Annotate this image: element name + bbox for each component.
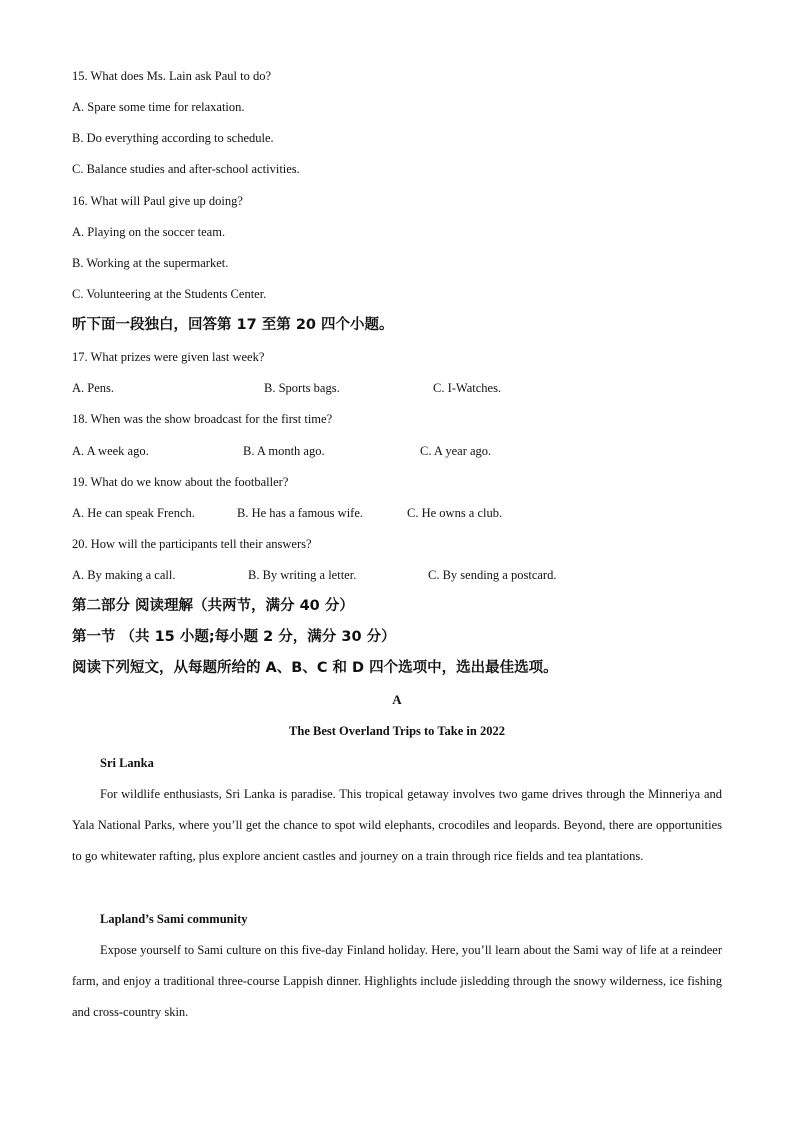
lapland-paragraph: Expose yourself to Sami culture on this five-day Finland holiday. Here, you’ll learn about the Sami way of life at a reindeer farm, and enjoy a traditional three-course Lappish dinner. Highlights include jisledding through the snowy wilderness, ice fishing and cross-country skin. <box>72 943 722 1019</box>
reading-instruction: 阅读下列短文，从每题所给的 A、B、C 和 D 四个选项中，选出最佳选项。 <box>72 660 558 676</box>
q19-option-c: C. He owns a club. <box>407 506 503 520</box>
passage-letter: A <box>392 692 402 707</box>
q20-option-b: B. By writing a letter. <box>248 568 357 582</box>
q18-option-a: A. A week ago. <box>72 444 149 458</box>
lapland-heading: Lapland’s Sami community <box>100 912 248 926</box>
q15-option-a: A. Spare some time for relaxation. <box>72 100 245 114</box>
q19-option-a: A. He can speak French. <box>72 506 195 520</box>
q20-stem: 20. How will the participants tell their answers? <box>72 537 312 551</box>
q19-stem: 19. What do we know about the footballer? <box>72 475 289 489</box>
q16-option-b: B. Working at the supermarket. <box>72 256 229 270</box>
q19-option-b: B. He has a famous wife. <box>237 506 364 520</box>
passage-title: The Best Overland Trips to Take in 2022 <box>289 724 505 738</box>
section1-heading: 第一节 （共 15 小题;每小题 2 分，满分 30 分） <box>72 629 396 645</box>
q18-option-b: B. A month ago. <box>243 444 325 458</box>
q17-option-c: C. I-Watches. <box>433 381 502 395</box>
part2-heading: 第二部分 阅读理解（共两节，满分 40 分） <box>72 598 354 614</box>
q20-option-c: C. By sending a postcard. <box>428 568 557 582</box>
q15-option-c: C. Balance studies and after-school activities. <box>72 162 300 176</box>
q18-stem: 18. When was the show broadcast for the first time? <box>72 412 333 426</box>
sri-lanka-heading: Sri Lanka <box>100 756 154 770</box>
q16-option-c: C. Volunteering at the Students Center. <box>72 287 267 301</box>
q15-option-b: B. Do everything according to schedule. <box>72 131 274 145</box>
q16-option-a: A. Playing on the soccer team. <box>72 225 226 239</box>
q17-option-a: A. Pens. <box>72 381 115 395</box>
q16-stem: 16. What will Paul give up doing? <box>72 194 243 208</box>
q18-option-c: C. A year ago. <box>420 444 492 458</box>
q20-option-a: A. By making a call. <box>72 568 176 582</box>
q17-option-b: B. Sports bags. <box>264 381 340 395</box>
sri-lanka-paragraph: For wildlife enthusiasts, Sri Lanka is paradise. This tropical getaway involves two game drives through the Minneriya and Yala National Parks, where you’ll get the chance to spot wild elephants, crocodiles and leopards. Beyond, there are opportunities to go whitewater rafting, plus explore ancient castles and journey on a train through rice fields and tea plantations. <box>72 787 722 863</box>
q17-stem: 17. What prizes were given last week? <box>72 350 265 364</box>
q15-stem: 15. What does Ms. Lain ask Paul to do? <box>72 69 272 83</box>
section-heading-17-20: 听下面一段独白，回答第 17 至第 20 四个小题。 <box>72 317 394 333</box>
